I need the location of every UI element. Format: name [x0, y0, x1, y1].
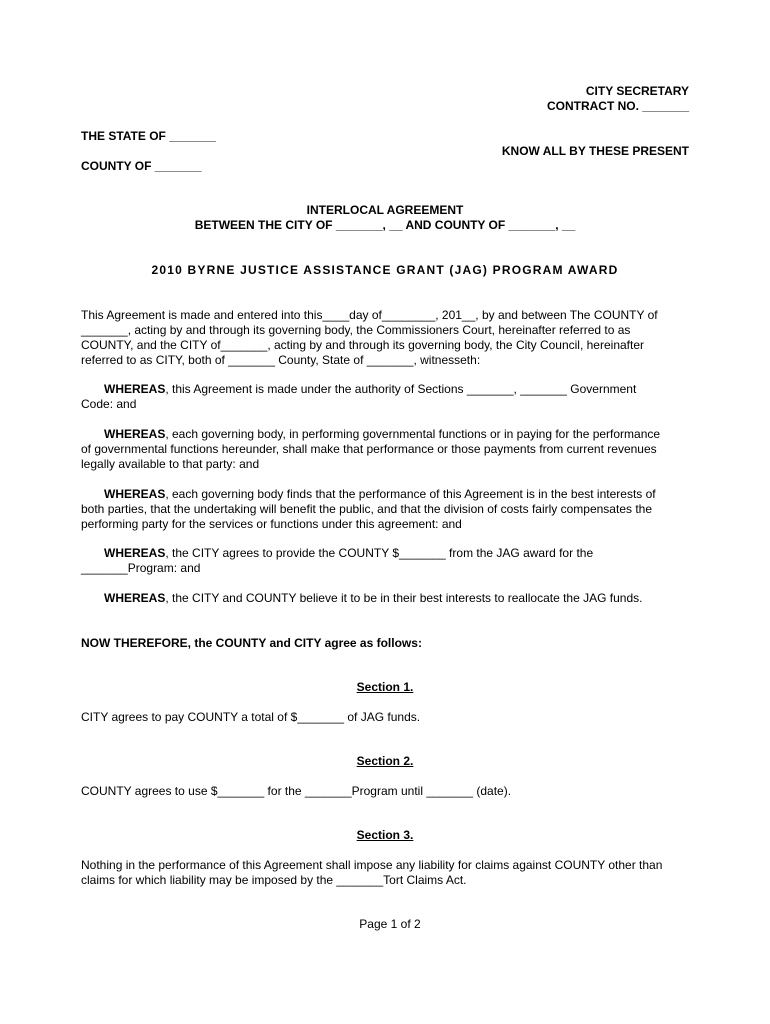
whereas-keyword: WHEREAS	[104, 546, 166, 560]
state-of-label: THE STATE OF _______	[81, 129, 216, 143]
section-heading: Section 2.	[356, 754, 414, 768]
whereas-text: both parties, that the undertaking will benefit the public, and that the division of costs fairly compensates the	[81, 502, 653, 516]
whereas-text: , this Agreement is made under the authority of Sections _______, _______ Government	[165, 382, 637, 396]
whereas-clause	[81, 546, 693, 576]
contract-number-label: CONTRACT NO. _______	[546, 99, 689, 113]
whereas-text: , each governing body finds that the performance of this Agreement is in the best interests of	[165, 487, 656, 501]
page-number: Page 1 of 2	[359, 917, 421, 931]
intro-line: _______, acting by and through its governing body, the Commissioners Court, hereinafter referred to as	[81, 323, 631, 337]
section-text: CITY agrees to pay COUNTY a total of $_______ of JAG funds.	[81, 710, 421, 724]
section-body	[81, 710, 693, 725]
whereas-text: performing party for the services or functions under this agreement: and	[81, 517, 462, 531]
county-of-label: COUNTY OF _______	[81, 159, 202, 173]
whereas-clause	[81, 382, 693, 412]
section-body	[81, 858, 693, 888]
whereas-text: , the CITY agrees to provide the COUNTY $_______ from the JAG award for the	[165, 546, 594, 560]
intro-line: COUNTY, and the CITY of_______, acting by and through its governing body, the City Council, hereinafter	[81, 338, 644, 352]
intro-line: referred to as CITY, both of _______ County, State of _______, witnesseth:	[81, 353, 481, 367]
intro-paragraph	[81, 308, 693, 368]
whereas-text: Code: and	[81, 397, 137, 411]
whereas-keyword: WHEREAS	[104, 487, 166, 501]
agreement-title: INTERLOCAL AGREEMENT	[306, 203, 464, 217]
whereas-clause	[81, 591, 693, 606]
whereas-keyword: WHEREAS	[104, 382, 166, 396]
section-heading: Section 3.	[356, 828, 414, 842]
section-body	[81, 784, 693, 799]
whereas-clause	[81, 427, 693, 472]
whereas-text: of governmental functions hereunder, shall make that performance or those payments from current revenues	[81, 442, 657, 456]
whereas-text: _______Program: and	[81, 561, 201, 575]
section-text: COUNTY agrees to use $_______ for the _______Program until _______ (date).	[81, 784, 512, 798]
whereas-text: , each governing body, in performing governmental functions or in paying for the performance	[165, 427, 661, 441]
city-secretary-label: CITY SECRETARY	[585, 84, 689, 98]
whereas-keyword: WHEREAS	[104, 427, 166, 441]
now-therefore-heading: NOW THEREFORE, the COUNTY and CITY agree as follows:	[81, 636, 422, 650]
whereas-keyword: WHEREAS	[104, 591, 166, 605]
whereas-clause	[81, 487, 693, 532]
know-all-label: KNOW ALL BY THESE PRESENT	[501, 144, 689, 158]
agreement-parties: BETWEEN THE CITY OF _______, __ AND COUNTY OF _______, __	[194, 218, 576, 232]
program-award-title: 2010 BYRNE JUSTICE ASSISTANCE GRANT (JAG) PROGRAM AWARD	[151, 263, 619, 277]
section-heading: Section 1.	[356, 680, 414, 694]
whereas-text: legally available to that party: and	[81, 457, 260, 471]
whereas-text: , the CITY and COUNTY believe it to be in their best interests to reallocate the JAG funds.	[165, 591, 643, 605]
section-text: claims for which liability may be imposed by the _______Tort Claims Act.	[81, 873, 467, 887]
section-text: Nothing in the performance of this Agreement shall impose any liability for claims against COUNTY other than	[81, 858, 663, 872]
intro-line: This Agreement is made and entered into this____day of________, 201__, by and between The COUNTY of	[81, 308, 658, 322]
